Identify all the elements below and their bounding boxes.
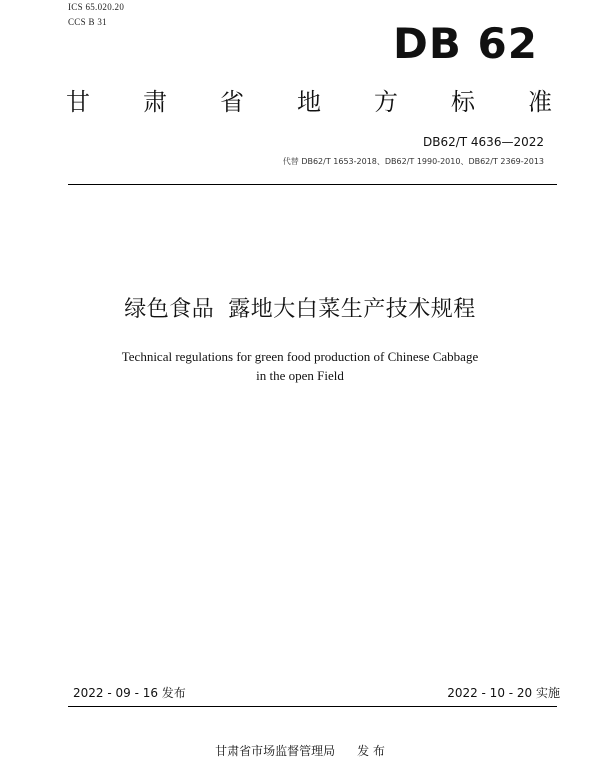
chinese-title (0, 296, 600, 324)
standard-number: DB62/T 4636—2022 (422, 135, 544, 149)
standard-type-char: 标 (451, 88, 475, 116)
standard-type-char: 甘 (66, 88, 90, 116)
english-title-line1: Technical regulations for green food production of Chinese Cabbage (121, 349, 479, 364)
footer-divider (68, 706, 557, 707)
replaces-standards: 代替 DB62/T 1653-2018、DB62/T 1990-2010、DB62/T 2369-2013 (282, 157, 544, 166)
publisher-line (0, 744, 600, 758)
standard-type-char: 方 (374, 88, 398, 116)
standard-type-title (66, 88, 552, 116)
standard-type-char: 准 (528, 88, 552, 116)
issue-date: 2022 - 09 - 16 发布 (73, 686, 186, 700)
ics-code: ICS 65.020.20 (68, 2, 125, 12)
ccs-code: CCS B 31 (68, 17, 107, 27)
header-divider (68, 184, 557, 185)
publisher-action: 发 布 (357, 744, 385, 758)
effective-date: 2022 - 10 - 20 实施 (447, 686, 560, 700)
standard-type-char: 省 (220, 88, 244, 116)
english-title-line2: in the open Field (256, 368, 344, 383)
db62-logo: DB 62 (393, 19, 538, 68)
chinese-title-part2: 露地大白菜生产技术规程 (228, 297, 476, 322)
standard-type-char: 肃 (143, 88, 167, 116)
chinese-title-part1: 绿色食品 (124, 297, 215, 322)
standard-type-char: 地 (297, 88, 321, 116)
publisher-name: 甘肃省市场监督管理局 (215, 744, 336, 758)
